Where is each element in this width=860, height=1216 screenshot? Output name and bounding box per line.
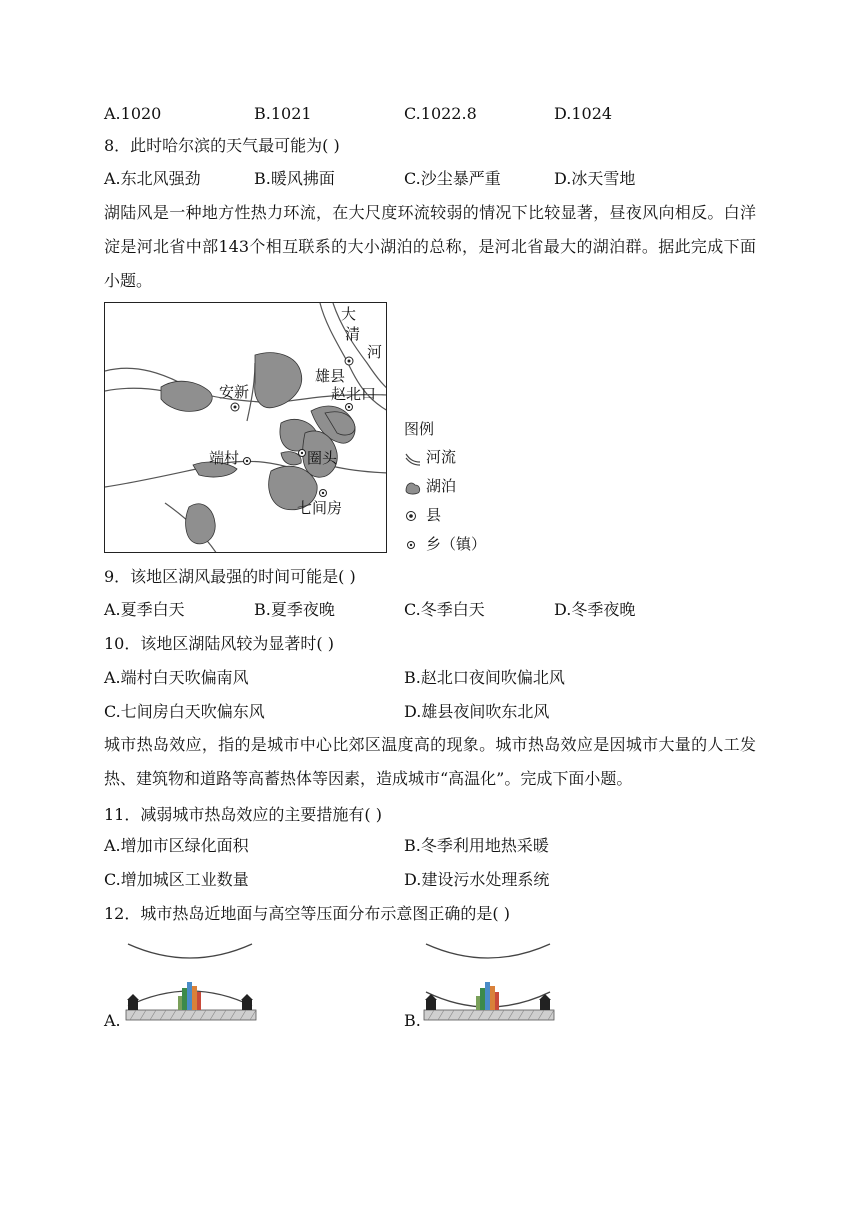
label-anxin: 安新 (219, 383, 250, 401)
label-river-qing: 清 (345, 325, 361, 343)
label-xiongxian: 雄县 (315, 367, 346, 385)
label-river-he: 河 (367, 343, 383, 361)
legend-town (404, 533, 486, 555)
lake-legend-icon (404, 479, 422, 495)
q12-stem: 12．城市热岛近地面与高空等压面分布示意图正确的是( ) (104, 904, 510, 923)
q8-option-b: B.暖风拂面 (254, 169, 335, 188)
q9-option-c: C.冬季白天 (404, 600, 485, 619)
q10-option-a: A.端村白天吹偏南风 (104, 668, 249, 687)
legend-town-label: 乡（镇） (426, 535, 487, 553)
q9-option-b: B.夏季夜晚 (254, 600, 335, 619)
city-buildings-a (178, 982, 201, 1010)
q12-option-b: B. (404, 1011, 421, 1030)
q11-option-d: D.建设污水处理系统 (404, 870, 550, 889)
q9-stem: 9．该地区湖风最强的时间可能是( ) (104, 567, 356, 586)
label-qijianfang: 七间房 (297, 499, 343, 517)
baiyangdian-map (104, 302, 387, 553)
label-duancun: 端村 (209, 449, 240, 467)
q11-option-c: C.增加城区工业数量 (104, 870, 249, 889)
isobar-diagram-b (420, 936, 556, 1026)
county-legend-icon (404, 508, 422, 524)
legend-county (404, 504, 441, 526)
q11-stem: 11．减弱城市热岛效应的主要措施有( ) (104, 805, 382, 824)
town-legend-icon (404, 537, 422, 553)
q8-option-d: D.冰天雪地 (554, 169, 636, 188)
passage-lake-land-breeze: 湖陆风是一种地方性热力环流，在大尺度环流较弱的情况下比较显著，昼夜风向相反。白洋淀是河北省中部143个相互联系的大小湖泊的总称，是河北省最大的湖泊群。据此完成下面小题。 (104, 203, 756, 290)
q8-option-a: A.东北风强劲 (104, 169, 201, 188)
isobar-diagram-a (122, 936, 258, 1026)
q8-option-c: C.沙尘暴严重 (404, 169, 501, 188)
legend-lake-label: 湖泊 (426, 477, 457, 495)
legend-title: 图例 (404, 420, 435, 438)
q7-option-d: D.1024 (554, 104, 613, 123)
legend-lake (404, 475, 456, 497)
q10-option-d: D.雄县夜间吹东北风 (404, 702, 550, 721)
city-buildings-b (476, 982, 499, 1010)
q9-option-a: A.夏季白天 (104, 600, 185, 619)
label-quantou: 圈头 (307, 449, 338, 467)
legend-river-label: 河流 (426, 448, 457, 466)
q10-option-c: C.七间房白天吹偏东风 (104, 702, 265, 721)
q11-option-a: A.增加市区绿化面积 (104, 836, 249, 855)
river-legend-icon (404, 450, 422, 466)
q7-option-c: C.1022.8 (404, 104, 477, 123)
q10-stem: 10．该地区湖陆风较为显著时( ) (104, 634, 334, 653)
q7-option-b: B.1021 (254, 104, 312, 123)
q9-option-d: D.冬季夜晚 (554, 600, 636, 619)
q12-option-a: A. (104, 1011, 121, 1030)
q10-option-b: B.赵北口夜间吹偏北风 (404, 668, 565, 687)
passage-urban-heat-island: 城市热岛效应，指的是城市中心比郊区温度高的现象。城市热岛效应是因城市大量的人工发热、建筑物和道路等高蓄热体等因素，造成城市“高温化”。完成下面小题。 (104, 735, 756, 788)
label-river-da: 大 (341, 305, 357, 323)
legend-county-label: 县 (426, 506, 442, 524)
q8-stem: 8．此时哈尔滨的天气最可能为( ) (104, 136, 340, 155)
map-legend (404, 418, 524, 558)
legend-river (404, 446, 456, 468)
label-zhaobeikou: 赵北口 (331, 385, 377, 403)
q11-option-b: B.冬季利用地热采暖 (404, 836, 549, 855)
q7-option-a: A.1020 (104, 104, 162, 123)
